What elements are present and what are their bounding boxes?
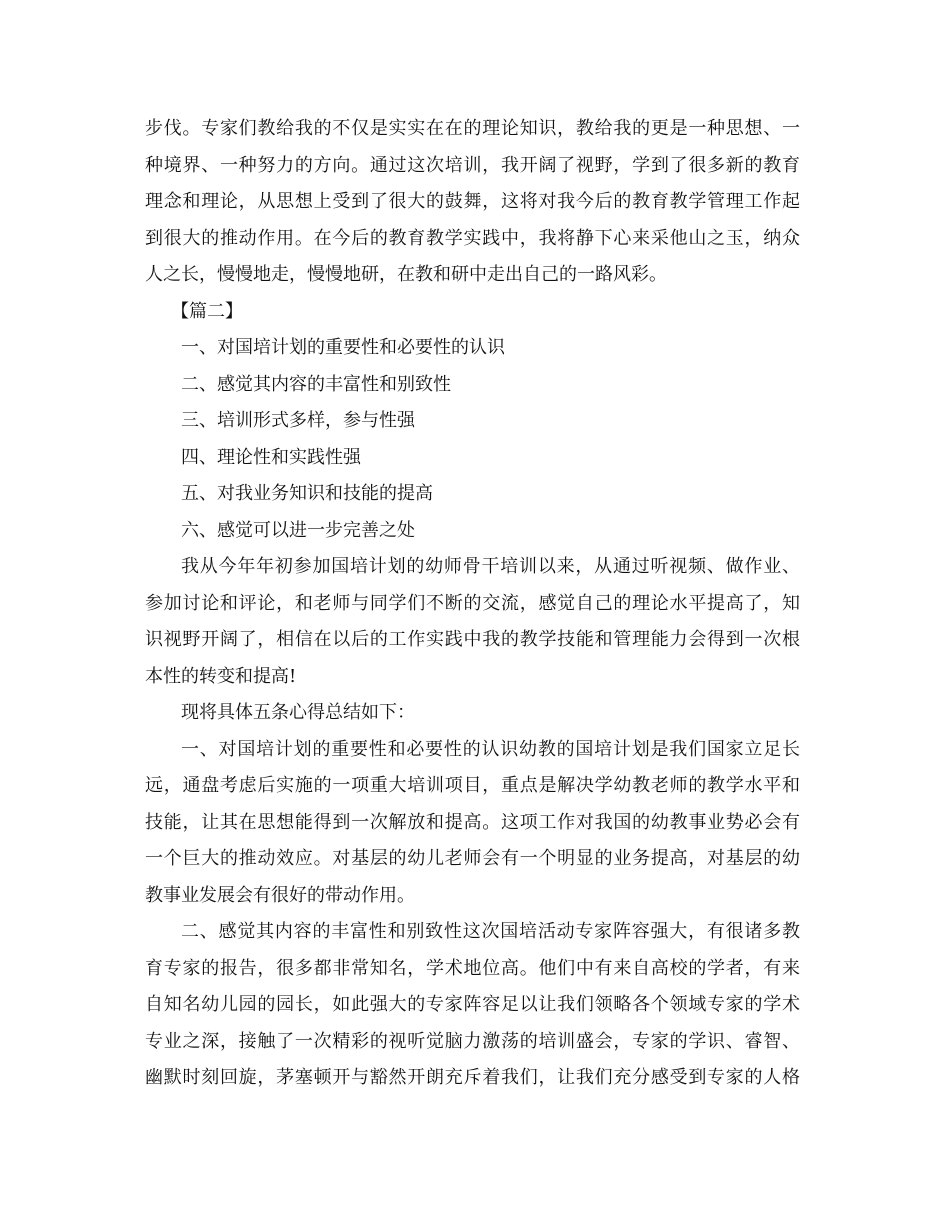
body-line: 种境界、一种努力的方向。通过这次培训，我开阔了视野，学到了很多新的教育 xyxy=(145,154,800,176)
body-line: 育专家的报告，很多都非常知名，学术地位高。他们中有来自高校的学者，有来 xyxy=(145,957,800,979)
body-line: 技能，让其在思想能得到一次解放和提高。这项工作对我国的幼教事业势必会有 xyxy=(145,811,800,833)
outline-item: 四、理论性和实践性强 xyxy=(181,446,361,468)
body-line: 识视野开阔了，相信在以后的工作实践中我的教学技能和管理能力会得到一次根 xyxy=(145,629,800,650)
body-line: 自知名幼儿园的园长，如此强大的专家阵容足以让我们领略各个领域专家的学术 xyxy=(145,994,800,1015)
body-line: 人之长，慢慢地走，慢慢地研，在教和研中走出自己的一路风彩。 xyxy=(145,264,667,285)
outline-item: 六、感觉可以进一步完善之处 xyxy=(181,519,415,541)
body-line: 步伐。专家们教给我的不仅是实实在在的理论知识，教给我的更是一种思想、一 xyxy=(145,118,800,139)
body-line: 幽默时刻回旋，茅塞顿开与豁然开朗充斥着我们，让我们充分感受到专家的人格 xyxy=(145,1067,800,1088)
body-line: 远，通盘考虑后实施的一项重大培训项目，重点是解决学幼教老师的教学水平和 xyxy=(145,775,800,796)
outline-item: 二、感觉其内容的丰富性和别致性 xyxy=(181,373,451,395)
body-line: 到很大的推动作用。在今后的教育教学实践中，我将静下心来采他山之玉，纳众 xyxy=(145,227,800,249)
body-line: 参加讨论和评论，和老师与同学们不断的交流，感觉自己的理论水平提高了，知 xyxy=(145,592,800,614)
body-line: 教事业发展会有很好的带动作用。 xyxy=(145,884,415,906)
paragraph-first-line: 一、对国培计划的重要性和必要性的认识幼教的国培计划是我们国家立足长 xyxy=(181,738,800,760)
paragraph-first-line: 二、感觉其内容的丰富性和别致性这次国培活动专家阵容强大，有很诸多教 xyxy=(181,921,800,942)
body-line: 专业之深，接触了一次精彩的视听觉脑力激荡的培训盛会，专家的学识、睿智、 xyxy=(145,1030,800,1052)
body-line: 本性的转变和提高! xyxy=(145,665,297,687)
body-line: 一个巨大的推动效应。对基层的幼儿老师会有一个明显的业务提高，对基层的幼 xyxy=(145,848,800,869)
section-heading: 【篇二】 xyxy=(171,300,243,322)
outline-item: 一、对国培计划的重要性和必要性的认识 xyxy=(181,337,505,358)
paragraph-first-line: 现将具体五条心得总结如下： xyxy=(181,702,415,723)
outline-item: 三、培训形式多样，参与性强 xyxy=(181,410,415,431)
document-page xyxy=(145,111,800,1097)
paragraph-first-line: 我从今年年初参加国培计划的幼师骨干培训以来，从通过听视频、做作业、 xyxy=(181,556,800,577)
outline-item: 五、对我业务知识和技能的提高 xyxy=(181,483,433,504)
body-line: 理念和理论，从思想上受到了很大的鼓舞，这将对我今后的教育教学管理工作起 xyxy=(145,191,800,212)
